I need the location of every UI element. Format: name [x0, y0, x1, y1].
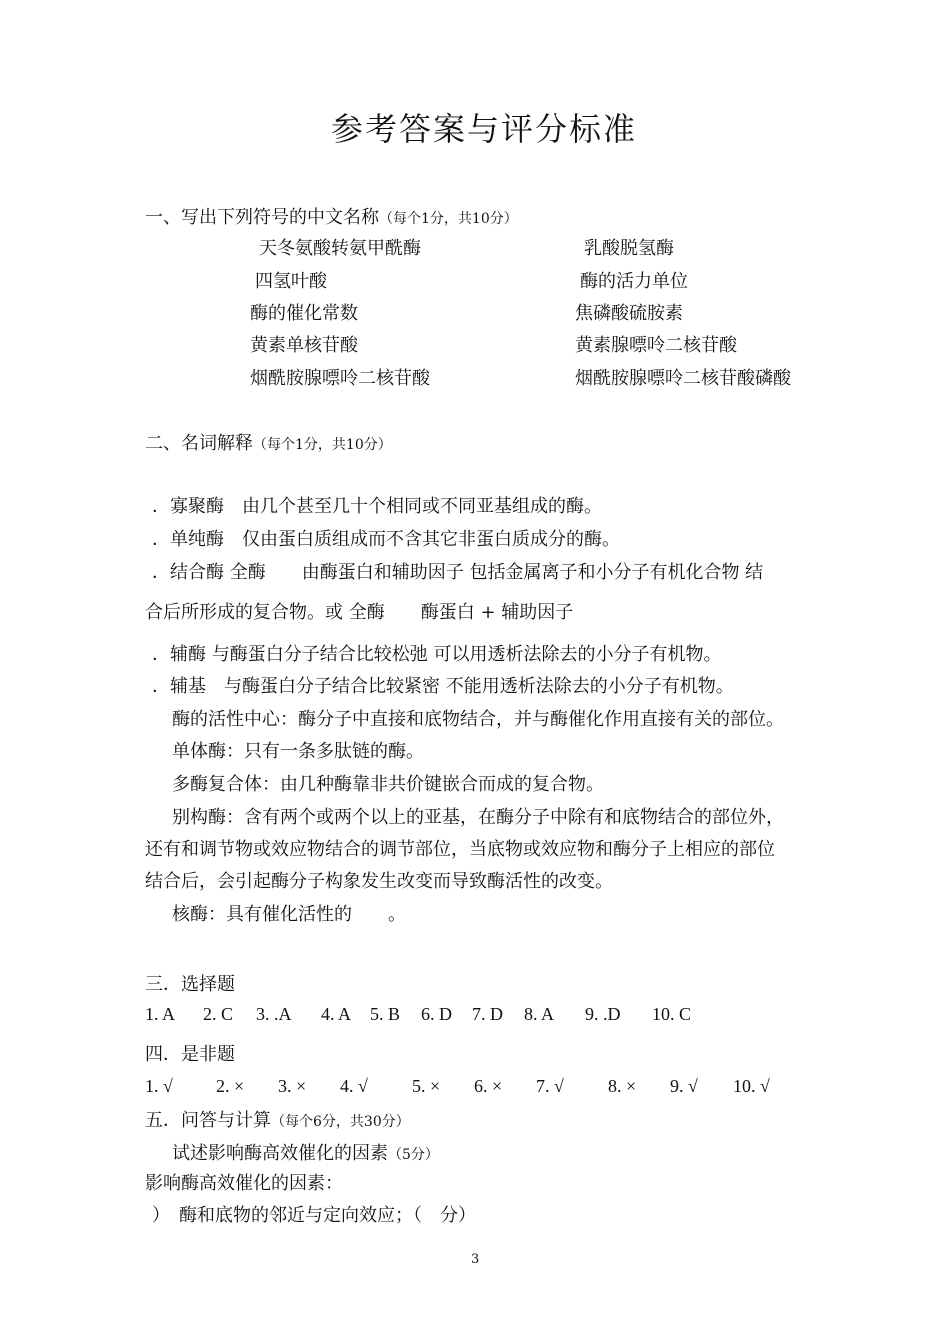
s1-item-3b: 焦磷酸硫胺素 — [575, 303, 683, 324]
s3-answer-7: 7. D — [472, 1004, 503, 1024]
s5-line-2: ） 酶和底物的邻近与定向效应；（ 分） — [152, 1205, 476, 1226]
s2-line-1: ．寡聚酶 由几个甚至几十个相同或不同亚基组成的酶。 — [152, 496, 602, 517]
s4-answer-10: 10. √ — [733, 1076, 770, 1096]
s1-item-2a: 四氢叶酸 — [255, 271, 327, 292]
s4-answer-2: 2. × — [216, 1076, 245, 1096]
s4-answer-9: 9. √ — [670, 1076, 698, 1096]
s3-answer-9: 9. .D — [585, 1004, 621, 1024]
s2-line-9: 多酶复合体：由几种酶靠非共价键嵌合而成的复合物。 — [172, 774, 604, 795]
s1-item-4b: 黄素腺嘌呤二核苷酸 — [575, 335, 737, 356]
section5-heading — [145, 1106, 410, 1132]
s3-answer-4: 4. A — [321, 1004, 352, 1024]
s4-answer-1: 1. √ — [145, 1076, 173, 1096]
section2-heading-text: 二、名词解释 — [145, 433, 253, 454]
s1-item-5a: 烟酰胺腺嘌呤二核苷酸 — [250, 368, 430, 389]
page-title: 参考答案与评分标准 — [331, 110, 638, 148]
section1-heading-text: 一、写出下列符号的中文名称 — [145, 207, 379, 228]
s3-answer-10: 10. C — [652, 1004, 692, 1024]
page-number: 3 — [471, 1252, 480, 1267]
s5-question-1-text: 试述影响酶高效催化的因素 — [172, 1143, 388, 1164]
s3-answer-8: 8. A — [524, 1004, 555, 1024]
s4-answer-7: 7. √ — [536, 1076, 564, 1096]
s1-item-1b: 乳酸脱氢酶 — [584, 238, 674, 259]
s5-question-1 — [172, 1139, 439, 1165]
s3-answer-6: 6. D — [421, 1004, 452, 1024]
s2-line-5: ．辅酶 与酶蛋白分子结合比较松弛 可以用透析法除去的小分子有机物。 — [152, 644, 722, 665]
s2-line-11: 还有和调节物或效应物结合的调节部位，当底物或效应物和酶分子上相应的部位 — [145, 839, 775, 860]
section1-heading — [145, 203, 518, 229]
s2-line-3: ．结合酶 全酶 由酶蛋白和辅助因子 包括金属离子和小分子有机化合物 结 — [152, 562, 764, 583]
s1-item-3a: 酶的催化常数 — [250, 303, 358, 324]
section2-note: （每个1分，共10分） — [253, 437, 392, 453]
section2-heading — [145, 429, 392, 455]
s2-line-8: 单体酶：只有一条多肽链的酶。 — [172, 741, 424, 762]
section5-heading-text: 五．问答与计算 — [145, 1110, 271, 1131]
section1-note: （每个1分，共10分） — [379, 211, 518, 227]
s4-answer-6: 6. × — [474, 1076, 503, 1096]
s1-item-5b: 烟酰胺腺嘌呤二核苷酸磷酸 — [575, 368, 791, 389]
s2-line-12: 结合后，会引起酶分子构象发生改变而导致酶活性的改变。 — [145, 871, 613, 892]
s2-line-2: ．单纯酶 仅由蛋白质组成而不含其它非蛋白质成分的酶。 — [152, 529, 620, 550]
s1-item-2b: 酶的活力单位 — [580, 271, 688, 292]
section4-heading: 四．是非题 — [145, 1044, 235, 1065]
s2-line-10: 别构酶：含有两个或两个以上的亚基，在酶分子中除有和底物结合的部位外， — [172, 807, 784, 828]
section3-heading: 三．选择题 — [145, 974, 235, 995]
s4-answer-4: 4. √ — [340, 1076, 368, 1096]
s2-line-13: 核酶：具有催化活性的 。 — [172, 904, 406, 925]
s3-answer-3: 3. .A — [256, 1004, 292, 1024]
s3-answer-5: 5. B — [370, 1004, 401, 1024]
s1-item-4a: 黄素单核苷酸 — [250, 335, 358, 356]
s3-answer-2: 2. C — [203, 1004, 234, 1024]
s4-answer-3: 3. × — [278, 1076, 307, 1096]
s1-item-1a: 天冬氨酸转氨甲酰酶 — [259, 238, 421, 259]
s5-line-1: 影响酶高效催化的因素： — [145, 1173, 343, 1194]
s2-line-4: 合后所形成的复合物。或 全酶 酶蛋白 + 辅助因子 — [145, 602, 574, 623]
section5-note: （每个6分，共30分） — [271, 1114, 410, 1130]
s3-answer-1: 1. A — [145, 1004, 176, 1024]
s2-line-6: ．辅基 与酶蛋白分子结合比较紧密 不能用透析法除去的小分子有机物。 — [152, 676, 734, 697]
s4-answer-8: 8. × — [608, 1076, 637, 1096]
s5-question-1-score: （5分） — [388, 1147, 439, 1163]
s4-answer-5: 5. × — [412, 1076, 441, 1096]
s2-line-7: 酶的活性中心：酶分子中直接和底物结合，并与酶催化作用直接有关的部位。 — [172, 709, 784, 730]
